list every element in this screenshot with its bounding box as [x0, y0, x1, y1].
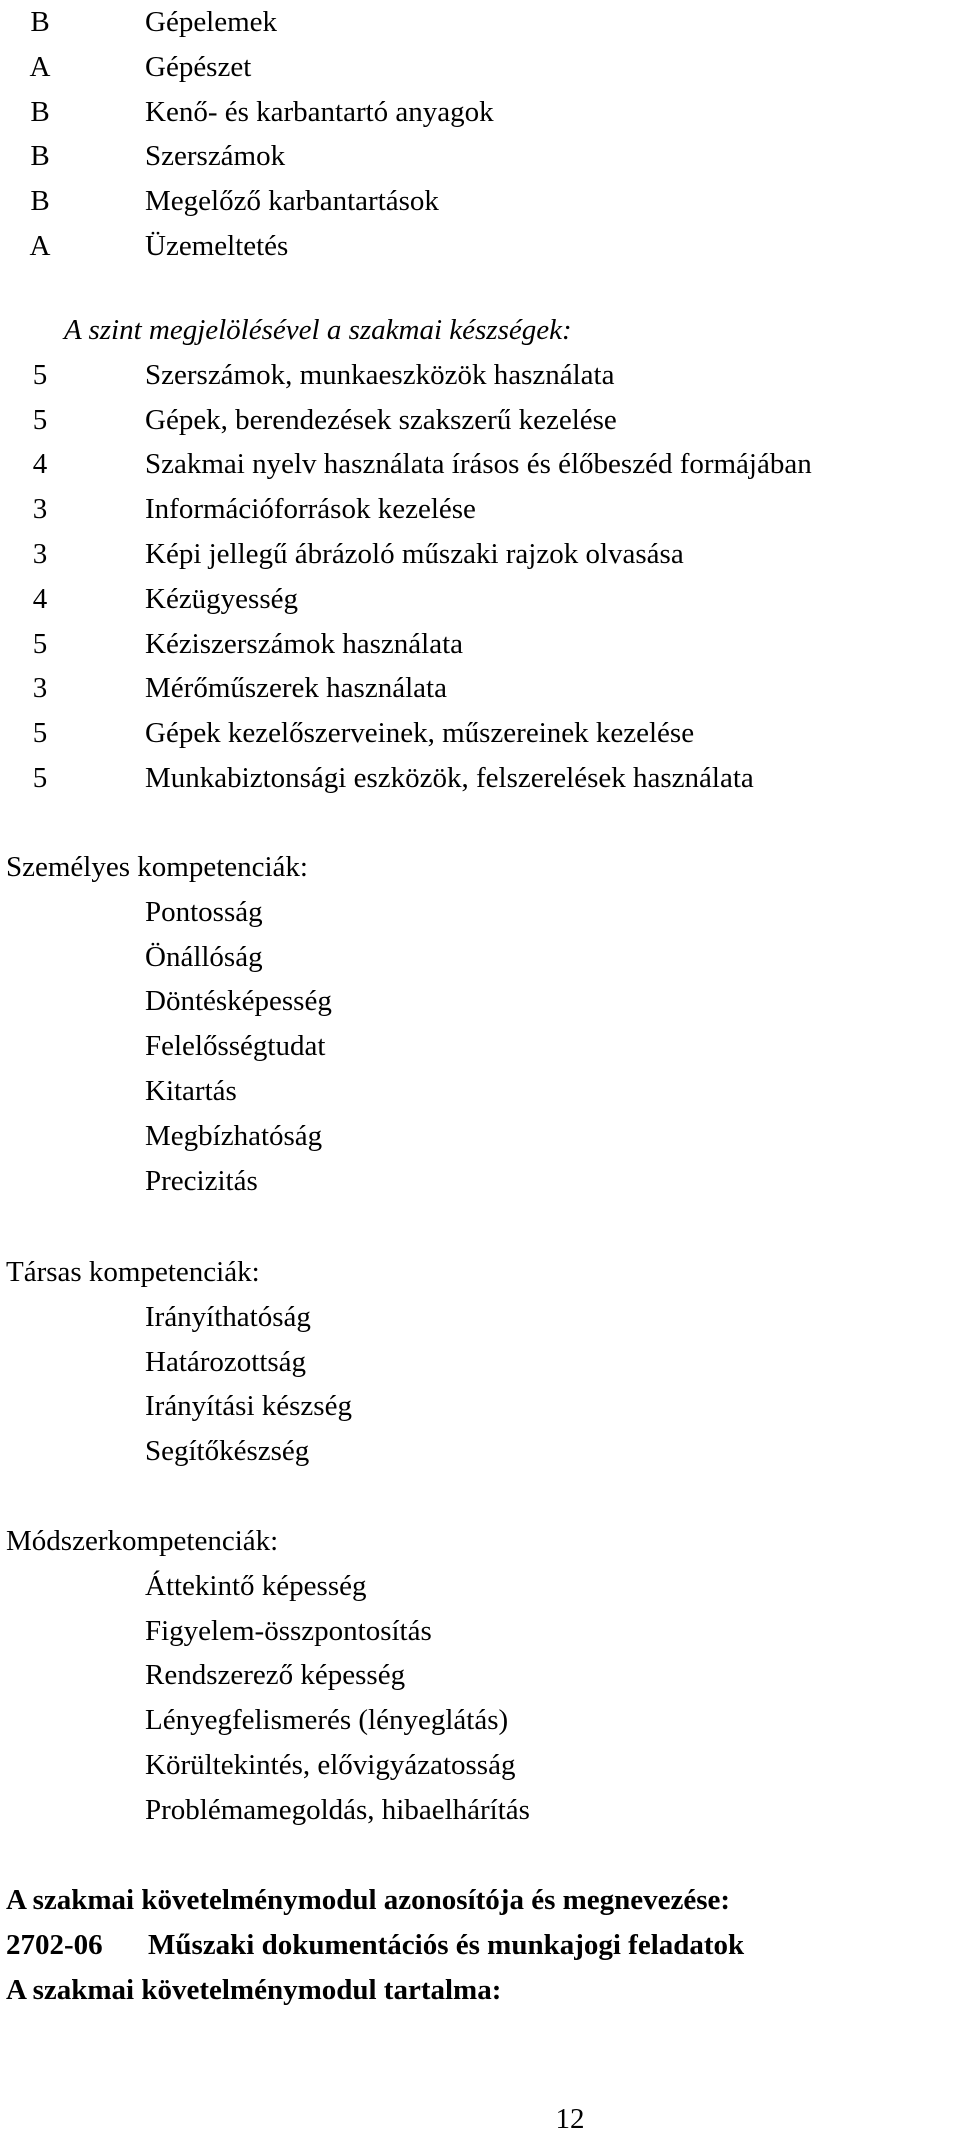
level-code: B [30, 185, 50, 218]
list-item [0, 756, 960, 801]
item-label: Megelőző karbantartások [145, 185, 439, 218]
personal-heading: Személyes kompetenciák: [6, 851, 308, 883]
module-title [0, 1923, 960, 1968]
list-item [0, 577, 960, 622]
method-heading: Módszerkompetenciák: [6, 1525, 279, 1557]
list-item [0, 622, 960, 667]
list-item [0, 0, 960, 45]
page-number-line [0, 2097, 960, 2142]
list-item: Irányíthatóság [145, 1300, 311, 1333]
list-item [0, 711, 960, 756]
list-item: Segítőkészség [145, 1435, 310, 1468]
list-item [0, 398, 960, 443]
item-label: Gépészet [145, 50, 252, 83]
list-item: Pontosság [145, 895, 263, 928]
module-name: Műszaki dokumentációs és munkajogi feladatok [148, 1928, 745, 1961]
item-label: Gépelemek [145, 6, 278, 38]
list-item [0, 224, 960, 269]
list-item: Irányítási készség [145, 1390, 352, 1423]
list-item [0, 666, 960, 711]
list-item [0, 532, 960, 577]
list-item [0, 353, 960, 398]
list-item [0, 442, 960, 487]
list-item [0, 487, 960, 532]
list-item: Problémamegoldás, hibaelhárítás [145, 1793, 530, 1826]
list-item: Lényegfelismerés (lényeglátás) [145, 1704, 509, 1737]
item-label: Kéziszerszámok használata [145, 627, 464, 660]
social-heading: Társas kompetenciák: [6, 1256, 260, 1288]
item-label: Munkabiztonsági eszközök, felszerelések használata [145, 761, 754, 794]
item-label: Mérőműszerek használata [145, 672, 447, 705]
level-code: 4 [32, 448, 48, 481]
item-label: Képi jellegű ábrázoló műszaki rajzok olvasása [145, 537, 684, 570]
module-section [0, 1878, 960, 2012]
knowledge-list [0, 0, 960, 269]
list-item: Megbízhatóság [145, 1119, 323, 1152]
item-label: Szerszámok [145, 140, 286, 173]
list-item: Precizitás [145, 1164, 258, 1197]
module-id-heading: A szakmai követelménymodul azonosítója és megnevezése: [6, 1884, 731, 1916]
page-number: 12 [555, 2103, 585, 2135]
level-code: B [30, 95, 50, 128]
list-item: Áttekintő képesség [145, 1569, 367, 1602]
level-code: 5 [32, 627, 48, 660]
personal-competencies [0, 845, 960, 1203]
item-label: Üzemeltetés [145, 229, 289, 262]
module-content-heading: A szakmai követelménymodul tartalma: [6, 1973, 502, 2006]
level-code: B [30, 6, 50, 38]
level-code: 4 [32, 582, 48, 615]
list-item: Határozottság [145, 1345, 307, 1378]
skills-heading: A szint megjelölésével a szakmai készségek: [64, 314, 572, 346]
item-label: Szakmai nyelv használata írásos és élőbeszéd formájában [145, 448, 812, 481]
list-item: Figyelem-összpontosítás [145, 1614, 432, 1647]
list-item: Kitartás [145, 1074, 237, 1107]
level-code: B [30, 140, 50, 173]
list-item [0, 45, 960, 90]
level-code: 5 [32, 717, 48, 750]
level-code: 3 [32, 493, 48, 526]
item-label: Gépek kezelőszerveinek, műszereinek kezelése [145, 717, 695, 750]
list-item: Felelősségtudat [145, 1030, 326, 1063]
level-code: A [29, 229, 51, 262]
level-code: 5 [32, 761, 48, 794]
module-code: 2702-06 [6, 1928, 103, 1961]
list-item: Önállóság [145, 940, 263, 973]
list-item [0, 90, 960, 135]
item-label: Kézügyesség [145, 582, 299, 615]
item-label: Szerszámok, munkaeszközök használata [145, 358, 615, 391]
list-item: Körültekintés, elővigyázatosság [145, 1748, 516, 1781]
level-code: A [29, 50, 51, 83]
skills-section [0, 308, 960, 801]
list-item [0, 134, 960, 179]
list-item: Döntésképesség [145, 985, 332, 1018]
level-code: 3 [32, 537, 48, 570]
item-label: Információforrások kezelése [145, 493, 476, 526]
item-label: Gépek, berendezések szakszerű kezelése [145, 403, 617, 436]
level-code: 3 [32, 672, 48, 705]
social-competencies [0, 1250, 960, 1474]
list-item [0, 179, 960, 224]
method-competencies [0, 1519, 960, 1833]
level-code: 5 [32, 403, 48, 436]
level-code: 5 [32, 358, 48, 391]
item-label: Kenő- és karbantartó anyagok [145, 95, 494, 128]
list-item: Rendszerező képesség [145, 1659, 406, 1692]
